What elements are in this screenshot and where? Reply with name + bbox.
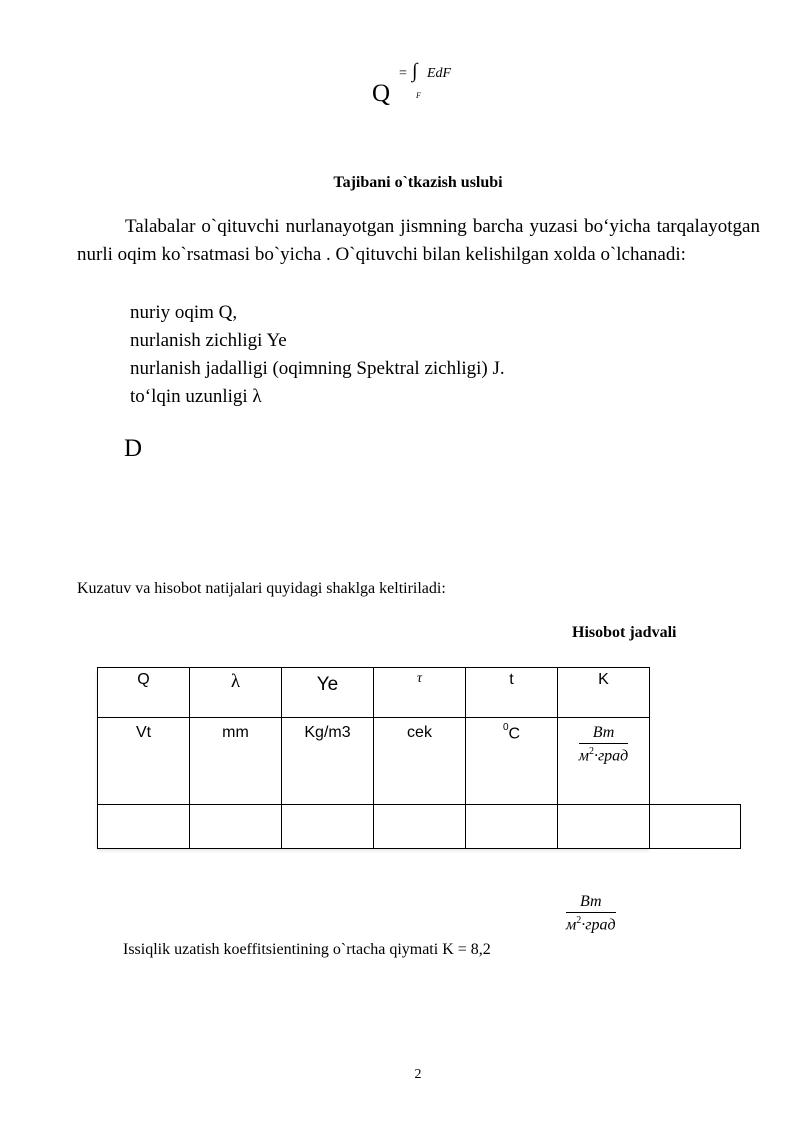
table-data-cell [649,804,741,849]
section-heading: Tajibani o`tkazish uslubi [333,174,503,191]
k-value-unit: $\frac{Вт}{м^2\cdot град}$ [566,893,616,934]
table-header-cell: Q [97,667,190,718]
table-unit-cell: $^0$C [465,717,558,805]
formula-integrand: EdF [427,66,452,81]
k-unit-fraction: $\frac{Вт}{м^2\cdot град}$ [578,724,629,765]
intro-paragraph: Talabalar o`qituvchi nurlanayotgan jismning barcha yuzasi bo‘yicha tarqalayotgan nurli oqim ko`rsatmasi bo`yicha . O`qituvchi bilan kelishilgan xolda o`lchanadi: [77,216,760,265]
list-item-intensity: nurlanish jadalligi (oqimning Spektral zichligi) J. [130,358,505,379]
table-header-cell: λ [189,667,282,718]
table-header-cell: τ [373,667,466,718]
table-unit-cell: Kg/m3 [281,717,374,805]
table-unit-cell: mm [189,717,282,805]
list-item-density: nurlanish zichligi Ye [130,330,287,351]
formula-equals: = [399,66,407,81]
table-data-cell [189,804,282,849]
k-average-text: Issiqlik uzatish koeffitsientining o`rtacha qiymati K = 8,2 [123,941,491,958]
table-unit-cell: Vt [97,717,190,805]
table-header-cell: K [557,667,650,718]
table-unit-cell: cek [373,717,466,805]
table-unit-cell-k [557,717,650,805]
formula-subscript: F [416,91,421,100]
page-number: 2 [414,1067,422,1082]
table-header-cell: t [465,667,558,718]
formula-integral-sign: ∫ [412,60,418,82]
list-item-wavelength: to‘lqin uzunligi λ [130,386,262,407]
table-data-cell [373,804,466,849]
results-intro: Kuzatuv va hisobot natijalari quyidagi shaklga keltiriladi: [77,580,446,597]
table-data-cell [97,804,190,849]
formula-q-symbol: Q [372,80,391,107]
list-item-flux: nuriy oqim Q, [130,302,238,323]
figure-letter: D [124,435,143,462]
table-data-cell [557,804,650,849]
report-table [97,667,741,849]
degree-superscript: 0 [502,722,509,733]
table-header-cell: Ye [281,667,374,718]
table-data-cell [281,804,374,849]
table-title: Hisobot jadvali [572,624,677,641]
table-data-cell [465,804,558,849]
